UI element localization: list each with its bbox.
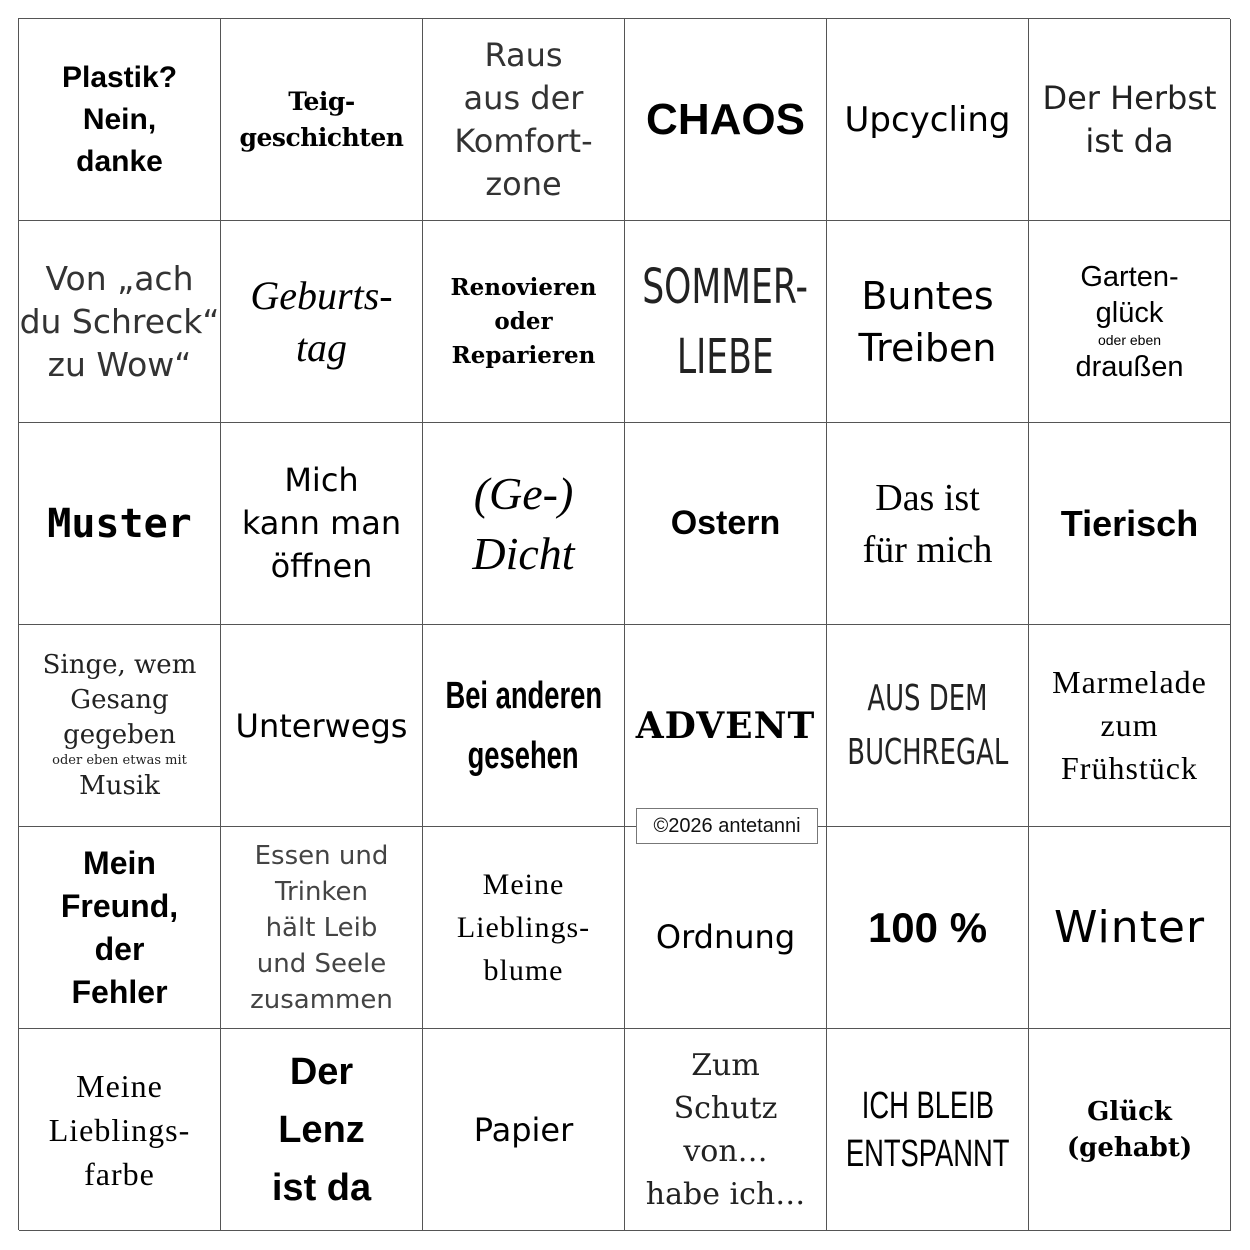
cell-glueck xyxy=(1029,1029,1231,1231)
cell-small-note: oder eben etwas mit xyxy=(52,752,187,768)
cell-line: Meine xyxy=(482,868,565,901)
cell-entspannt xyxy=(827,1029,1029,1231)
cell-line: Das ist xyxy=(875,476,980,519)
cell-renovieren xyxy=(423,221,625,423)
cell-line: Frühstück xyxy=(1061,750,1198,786)
cell-ostern xyxy=(625,423,827,625)
cell-line: Mich xyxy=(284,461,359,499)
cell-line: Ostern xyxy=(670,504,781,542)
cell-line: Tierisch xyxy=(1060,502,1199,544)
cell-upcycling xyxy=(827,19,1029,221)
cell-unterwegs xyxy=(221,625,423,827)
copyright-label: ©2026 antetanni xyxy=(636,808,818,844)
cell-line: ICH BLEIB xyxy=(861,1084,994,1127)
cell-geburtstag xyxy=(221,221,423,423)
cell-line: ist da xyxy=(271,1166,372,1209)
cell-line: Garten- xyxy=(1080,260,1179,293)
cell-line: Gesang xyxy=(70,684,169,715)
cell-line: farbe xyxy=(84,1155,155,1192)
cell-line: oder xyxy=(494,307,553,335)
cell-line: zone xyxy=(485,164,562,203)
cell-schreck xyxy=(19,221,221,423)
cell-line: Essen und xyxy=(254,840,389,871)
cell-line: Fehler xyxy=(71,973,168,1010)
cell-line: tag xyxy=(295,324,348,370)
cell-ordnung xyxy=(625,827,827,1029)
cell-line: Nein, xyxy=(82,102,157,136)
cell-line: Der xyxy=(289,1050,354,1093)
cell-line: du Schreck“ xyxy=(19,302,220,341)
cell-line: für mich xyxy=(862,528,993,571)
cell-line: Papier xyxy=(473,1110,574,1149)
cell-100-prozent xyxy=(827,827,1029,1029)
cell-line: Reparieren xyxy=(451,341,596,369)
cell-plastik xyxy=(19,19,221,221)
cell-lenz xyxy=(221,1029,423,1231)
cell-line: Marmelade xyxy=(1052,664,1207,700)
cell-line: Renovieren xyxy=(450,273,597,301)
cell-line: Trinken xyxy=(274,876,369,907)
cell-line: Geburts- xyxy=(250,272,393,318)
cell-line: kann man xyxy=(241,504,402,542)
cell-line: Unterwegs xyxy=(235,706,408,745)
cell-line: blume xyxy=(483,954,564,987)
cell-small-note: oder eben xyxy=(1097,331,1162,348)
cell-advent xyxy=(625,625,827,827)
cell-line: Raus xyxy=(484,35,563,74)
cell-line: Glück xyxy=(1087,1096,1172,1127)
cell-line: glück xyxy=(1095,296,1164,329)
cell-line: zusammen xyxy=(250,984,393,1015)
cell-papier xyxy=(423,1029,625,1231)
cell-schutz xyxy=(625,1029,827,1231)
cell-line: hält Leib xyxy=(265,912,378,943)
cell-line: Schutz xyxy=(673,1090,778,1126)
cell-tierisch xyxy=(1029,423,1231,625)
cell-line: geschichten xyxy=(239,122,404,152)
cell-essen-trinken xyxy=(221,827,423,1029)
cell-komfortzone xyxy=(423,19,625,221)
cell-buchregal xyxy=(827,625,1029,827)
cell-gesang xyxy=(19,625,221,827)
cell-line: und Seele xyxy=(256,948,387,979)
cell-line: habe ich… xyxy=(645,1176,806,1212)
cell-line: Dicht xyxy=(472,527,575,579)
cell-line: Freund, xyxy=(60,887,179,924)
cell-winter xyxy=(1029,827,1231,1029)
cell-line: zum xyxy=(1100,707,1159,743)
cell-line: (Ge-) xyxy=(473,467,574,519)
cell-lieblingsfarbe xyxy=(19,1029,221,1231)
cell-gedicht xyxy=(423,423,625,625)
cell-line: gesehen xyxy=(467,734,579,777)
cell-line: danke xyxy=(76,144,163,178)
cell-line: Plastik? xyxy=(61,60,178,94)
cell-fuer-mich xyxy=(827,423,1029,625)
cell-line: AUS DEM xyxy=(867,677,988,719)
cell-oeffnen xyxy=(221,423,423,625)
cell-teiggeschichten xyxy=(221,19,423,221)
cell-line: Lieblings- xyxy=(456,911,591,944)
cell-line: ADVENT xyxy=(635,704,816,747)
cell-gartenglueck xyxy=(1029,221,1231,423)
cell-line: Upcycling xyxy=(844,99,1011,140)
cell-freund-fehler xyxy=(19,827,221,1029)
cell-herbst xyxy=(1029,19,1231,221)
cell-chaos xyxy=(625,19,827,221)
cell-line: Mein xyxy=(83,844,156,881)
cell-line: Lieblings- xyxy=(48,1111,191,1148)
cell-line: zu Wow“ xyxy=(47,345,192,384)
cell-lieblingsblume xyxy=(423,827,625,1029)
cell-line: Bei anderen xyxy=(445,674,602,717)
cell-line: 100 % xyxy=(867,903,988,951)
cell-muster xyxy=(19,423,221,625)
cell-line: Teig- xyxy=(288,86,355,116)
cell-line: Muster xyxy=(47,500,192,547)
cell-line: Meine xyxy=(76,1067,163,1104)
cell-line: Komfort- xyxy=(454,121,593,160)
cell-line: Zum xyxy=(691,1047,760,1083)
cell-line: Von „ach xyxy=(45,259,194,298)
cell-line: draußen xyxy=(1075,350,1184,383)
bingo-grid xyxy=(18,18,1230,1230)
cell-line: LIEBE xyxy=(677,328,774,385)
cell-marmelade xyxy=(1029,625,1231,827)
cell-buntes-treiben xyxy=(827,221,1029,423)
cell-line: gegeben xyxy=(63,719,176,750)
cell-line: BUCHREGAL xyxy=(847,731,1008,773)
cell-line: ENTSPANNT xyxy=(845,1132,1010,1175)
cell-line: Singe, wem xyxy=(42,649,197,680)
cell-line: Lenz xyxy=(278,1108,365,1151)
cell-line: öffnen xyxy=(270,547,373,585)
cell-line: Treiben xyxy=(858,325,997,370)
cell-line: der xyxy=(94,930,145,967)
cell-line: Ordnung xyxy=(655,917,796,956)
cell-line: (gehabt) xyxy=(1066,1132,1193,1163)
cell-line: Der Herbst xyxy=(1042,78,1217,117)
cell-line: CHAOS xyxy=(646,94,805,144)
cell-line: SOMMER- xyxy=(642,258,809,315)
cell-line: Musik xyxy=(79,770,160,801)
cell-line: ist da xyxy=(1085,121,1174,160)
cell-line: Buntes xyxy=(861,273,994,318)
cell-sommerliebe xyxy=(625,221,827,423)
cell-line: Winter xyxy=(1053,902,1206,953)
cell-bei-anderen xyxy=(423,625,625,827)
cell-line: aus der xyxy=(463,78,584,117)
cell-line: von… xyxy=(683,1133,768,1169)
